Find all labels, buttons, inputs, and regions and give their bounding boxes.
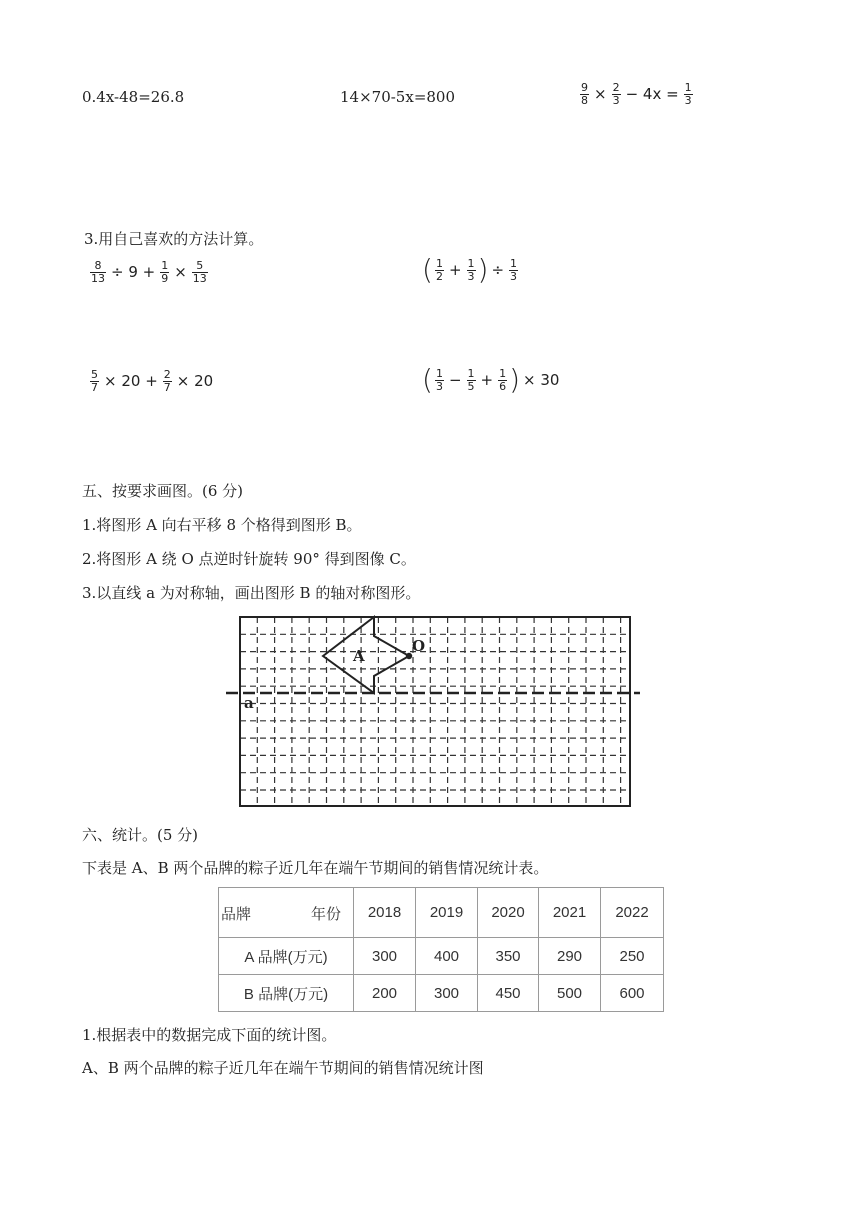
fraction: $\frac{2}{3}$ [612, 81, 620, 107]
question-1: 1.根据表中的数据完成下面的统计图。 [82, 1026, 337, 1044]
table-cell: 450 [478, 975, 539, 1012]
year-cell: 2019 [416, 888, 478, 938]
table-cell: 350 [478, 938, 539, 975]
row-label: A 品牌(万元) [219, 938, 354, 975]
problem-3-3: $\frac{5}{7}$ × 20 + $\frac{2}{7}$ × 20 [91, 368, 214, 394]
year-cell: 2020 [478, 888, 539, 938]
section-5-title: 五、按要求画图。(6 分) [82, 482, 244, 500]
instruction-2: 2.将图形 A 绕 O 点逆时针旋转 90° 得到图像 C。 [82, 550, 416, 568]
table-cell: 400 [416, 938, 478, 975]
grid-lines [240, 617, 630, 806]
table-row [219, 975, 664, 1012]
chart-title: A、B 两个品牌的粽子近几年在端午节期间的销售情况统计图 [82, 1059, 484, 1077]
table-cell: 250 [601, 938, 664, 975]
instruction-1: 1.将图形 A 向右平移 8 个格得到图形 B。 [82, 516, 362, 534]
problem-3-4: ( $\frac{1}{3}$ − $\frac{1}{5}$ + $\frac{1}{6}$ ) × 30 [422, 363, 560, 396]
equation-2: 14×70-5x=800 [340, 88, 456, 106]
instruction-3: 3.以直线 a 为对称轴，画出图形 B 的轴对称图形。 [82, 584, 421, 602]
year-cell: 2021 [539, 888, 601, 938]
section-6-intro: 下表是 A、B 两个品牌的粽子近几年在端午节期间的销售情况统计表。 [82, 859, 549, 877]
table-header-row [219, 888, 664, 938]
point-o-label: O [412, 637, 426, 655]
equation-1: 0.4x-48=26.8 [82, 88, 185, 106]
fraction: $\frac{9}{8}$ [581, 81, 588, 107]
row-label: B 品牌(万元) [219, 975, 354, 1012]
table-cell: 290 [539, 938, 601, 975]
table-cell: 500 [539, 975, 601, 1012]
problem-3-1: $\frac{8}{13}$ ÷ 9 + $\frac{1}{9}$ × $\frac{5}{13}$ [91, 259, 207, 285]
table-row [219, 938, 664, 975]
table-corner-cell [219, 888, 354, 938]
equation-3: $\frac{9}{8}$ × $\frac{2}{3}$ − 4x = $\frac{1}{3}$ [581, 81, 692, 107]
sales-table [218, 887, 664, 1012]
year-cell: 2018 [354, 888, 416, 938]
year-cell: 2022 [601, 888, 664, 938]
fraction: $\frac{1}{3}$ [684, 81, 692, 107]
grid-border [240, 617, 630, 806]
section-3-title: 3.用自己喜欢的方法计算。 [84, 230, 264, 248]
table-cell: 600 [601, 975, 664, 1012]
table-cell: 200 [354, 975, 416, 1012]
shape-a-label: A [353, 647, 365, 665]
axis-a-label: a [244, 694, 254, 712]
grid-diagram [226, 612, 640, 810]
table-cell: 300 [416, 975, 478, 1012]
corner-brand-label: 品牌 [221, 906, 252, 923]
table-cell: 300 [354, 938, 416, 975]
corner-year-label: 年份 [310, 906, 341, 923]
section-6-title: 六、统计。(5 分) [82, 826, 199, 844]
problem-3-2: ( $\frac{1}{2}$ + $\frac{1}{3}$ ) ÷ $\frac{1}{3}$ [422, 253, 518, 286]
